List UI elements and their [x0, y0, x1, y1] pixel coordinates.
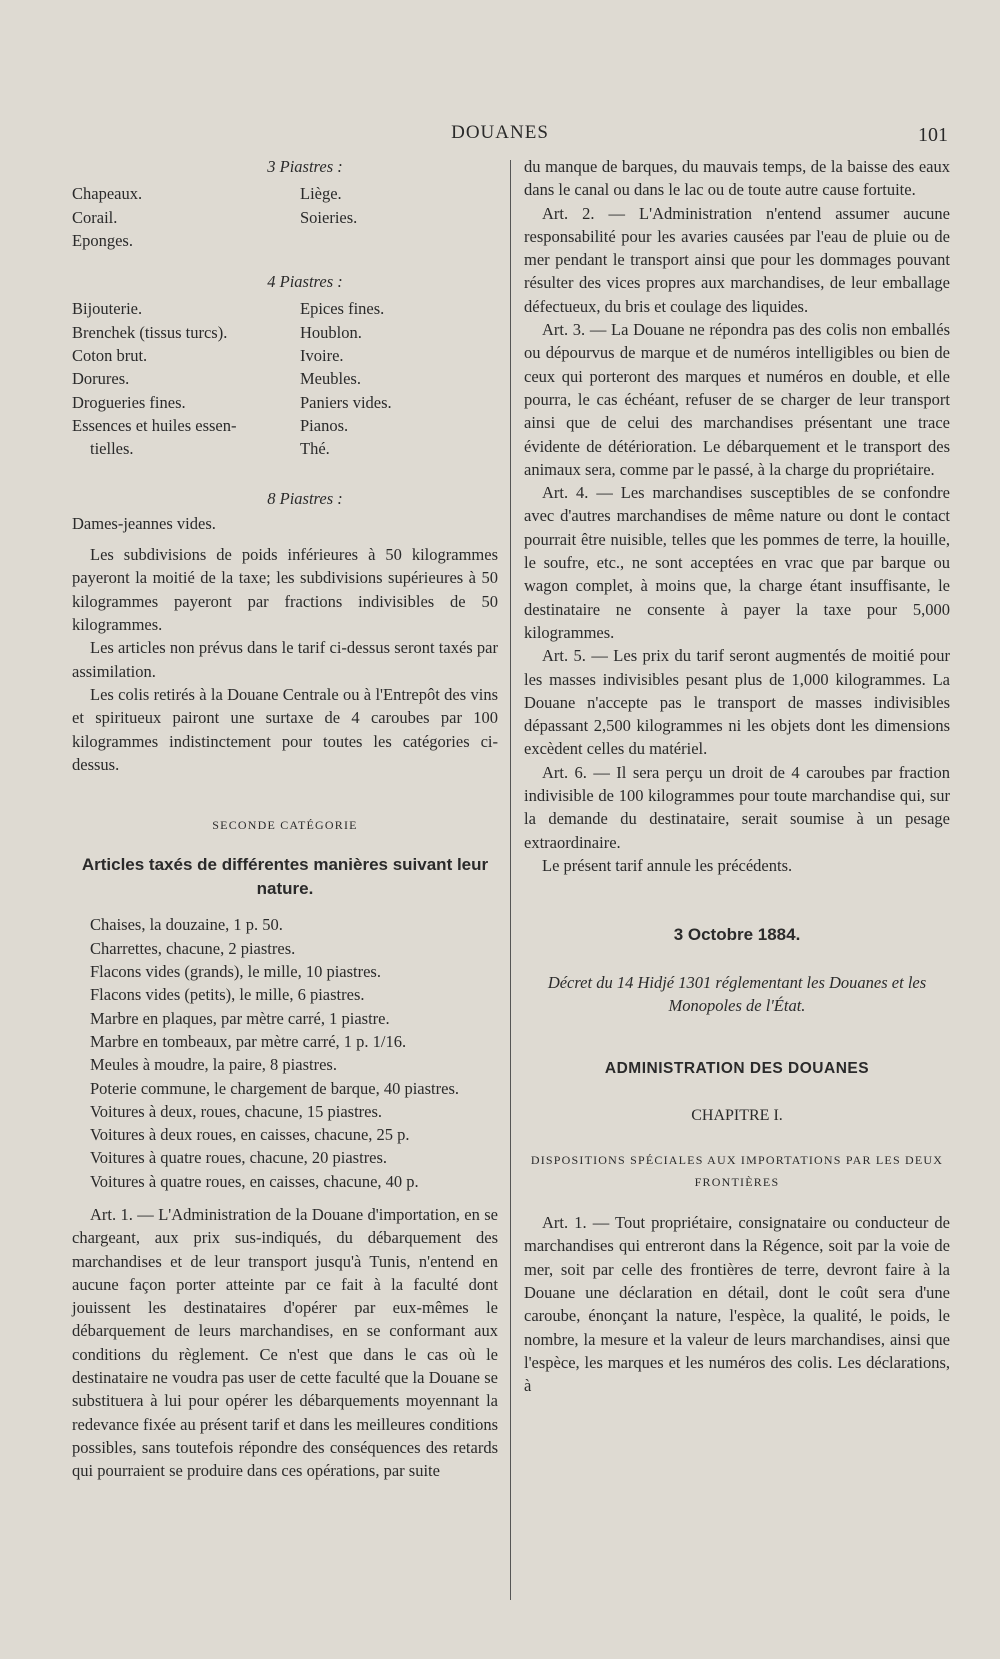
tariff-item: Essences et huiles essen- — [72, 415, 237, 435]
tariff-item: Poterie commune, le chargement de barque, 40 piastres. — [90, 1078, 459, 1098]
tariff-item: Paniers vides. — [300, 392, 392, 412]
tariff-item: Brenchek (tissus turcs). — [72, 322, 228, 342]
tariff-item: Bijouterie. — [72, 299, 143, 319]
tariff-item: Dames-jeannes vides. — [72, 513, 216, 533]
date-heading: 3 Octobre 1884. — [673, 925, 801, 945]
chapter-heading: CHAPITRE I. — [691, 1106, 783, 1124]
tariff-item: Flacons vides (grands), le mille, 10 piastres. — [90, 962, 381, 982]
tariff-item: Voitures à quatre roues, chacune, 20 piastres. — [90, 1148, 388, 1168]
article-paragraph: Art. 3. — La Douane ne répondra pas des colis non emballés ou dépourvus de marque et de numéros intelligibles ou bien de ceux qui porteront des marques et numéros en double, et elle pourra, le cas échéant, refuser de se charger de leur transport ainsi que de celui des marchandises présentant une trace évidente de détérioration. Le débarquement et le transport des animaux sera, comme par le passé, à la charge du propriétaire. — [524, 320, 950, 479]
tariff-item: Meules à moudre, la paire, 8 piastres. — [90, 1055, 337, 1075]
dispositions-heading: DISPOSITIONS SPÉCIALES AUX IMPORTATIONS PAR LES DEUX FRONTIÈRES — [530, 1153, 944, 1190]
tariff-item: Liège. — [300, 184, 342, 204]
tariff-item: tielles. — [90, 439, 134, 459]
tier3-list — [72, 182, 498, 252]
tariff-item: Marbre en tombeaux, par mètre carré, 1 p. 1/16. — [90, 1031, 407, 1051]
article-paragraph: Art. 4. — Les marchandises susceptibles de se confondre avec d'autres marchandises de même nature ou dont le contact pourrait être nuisible, telles que les pommes de terre, la houille, le soufre, etc., ne sont acceptées en vrac que par barque ou wagon complet, à moins que, la charge étant insuffisante, le destinataire ne consente à payer la taxe pour 5,000 kilogrammes. — [524, 483, 950, 642]
tariff-item: Drogueries fines. — [72, 392, 186, 412]
tariff-item: Eponges. — [72, 230, 133, 250]
paragraph: Les articles non prévus dans le tarif ci-dessus seront taxés par assimilation. — [72, 638, 498, 681]
category-label: SECONDE CATÉGORIE — [212, 818, 358, 833]
tariff-item: Voitures à quatre roues, en caisses, chacune, 40 p. — [90, 1171, 419, 1191]
page-number: 101 — [918, 124, 948, 146]
tariff-item: Pianos. — [300, 415, 349, 435]
tariff-item — [300, 229, 498, 252]
left-column — [72, 155, 498, 1483]
tariff-item: Dorures. — [72, 369, 130, 389]
article-paragraph: Art. 1. — Tout propriétaire, consignataire ou conducteur de marchandises qui entreront dans la Régence, soit par la voie de mer, soit par celle des frontières de terre, devront faire à la Douane une déclaration en détail, dont le coût sera d'une caroube, énonçant la nature, l'espèce, la qualité, le poids, le nombre, la mesure et la valeur de leurs marchandises, ainsi que l'espèce, les marques et les numéros des colis. Les déclarations, à — [524, 1213, 950, 1396]
tariff-item: Marbre en plaques, par mètre carré, 1 piastre. — [90, 1008, 390, 1028]
tier4-heading: 4 Piastres : — [267, 272, 343, 292]
article-paragraph: Art. 1. — L'Administration de la Douane d'importation, en se chargeant, aux prix sus-indiqués, du débarquement des marchandises et de leur transport jusqu'à Tunis, n'entend en aucune façon porter atteinte par ce fait à la faculté dont jouissent les destinataires d'opérer par eux-mêmes le débarquement de leurs marchandises, en se conformant aux conditions du règlement. Ce n'est que dans le cas où le destinataire ne voudra pas user de cette faculté que la Douane se substituera à lui pour opérer les débarquements moyennant la redevance fixée au présent tarif et dans les meilleures conditions possibles, sans toutefois répondre des conséquences des retards qui pourraient se produire dans ces opérations, par suite — [72, 1204, 498, 1481]
admin-heading: ADMINISTRATION DES DOUANES — [604, 1059, 870, 1077]
tier3-heading: 3 Piastres : — [267, 157, 343, 176]
tariff-item: Meubles. — [300, 369, 361, 389]
tariff-item: Soieries. — [300, 207, 358, 227]
tariff-item: Ivoire. — [300, 346, 344, 366]
tariff-item: Flacons vides (petits), le mille, 6 piastres. — [90, 985, 365, 1005]
decree-title: Décret du 14 Hidjé 1301 réglementant les Douanes et les Monopoles de l'État. — [547, 972, 927, 1015]
tariff-list — [72, 913, 498, 1193]
running-title: DOUANES — [451, 122, 549, 143]
paragraph: Les subdivisions de poids inférieures à 50 kilogrammes payeront la moitié de la taxe; les subdivisions supérieures à 50 kilogrammes payeront par fractions indivisibles de 50 kilogrammes. — [72, 545, 498, 635]
right-column — [524, 155, 950, 1397]
tariff-item: Chapeaux. — [72, 184, 143, 204]
tariff-item: Houblon. — [300, 322, 362, 342]
tariff-item: Voitures à deux, roues, chacune, 15 piastres. — [90, 1101, 383, 1121]
tariff-item: Voitures à deux roues, en caisses, chacune, 25 p. — [90, 1125, 410, 1145]
tier4-list — [72, 297, 498, 460]
tariff-item: Coton brut. — [72, 346, 148, 366]
tier8-heading: 8 Piastres : — [267, 488, 343, 508]
column-rule — [510, 160, 511, 1600]
tariff-item: Chaises, la douzaine, 1 p. 50. — [90, 915, 283, 935]
paragraph: Le présent tarif annule les précédents. — [542, 855, 793, 875]
tariff-item: Charrettes, chacune, 2 piastres. — [90, 938, 296, 958]
tariff-item: Epices fines. — [300, 299, 385, 319]
article-paragraph: Art. 5. — Les prix du tarif seront augmentés de moitié pour les masses indivisibles pesant plus de 1,000 kilogrammes. La Douane n'accepte pas le transport de masses indivisibles dépassant 2,500 kilogrammes ni les objets dont les dimensions excèdent celles du matériel. — [524, 646, 950, 759]
paragraph: Les colis retirés à la Douane Centrale ou à l'Entrepôt des vins et spiritueux pairont une surtaxe de 4 caroubes par 100 kilogrammes indistinctement pour toutes les catégories ci-dessus. — [72, 684, 498, 774]
article-paragraph: Art. 6. — Il sera perçu un droit de 4 caroubes par fraction indivisible de 100 kilogrammes pour toute marchandise qui, sur la demande du destinataire, serait soumise à un pesage extraordinaire. — [524, 762, 950, 852]
paragraph: du manque de barques, du mauvais temps, de la baisse des eaux dans le canal ou dans le lac ou de toute autre cause fortuite. — [524, 157, 950, 200]
article-paragraph: Art. 2. — L'Administration n'entend assumer aucune responsabilité pour les avaries causées par l'eau de pluie ou de mer pendant le transport ainsi que pour les dommages pouvant résulter des vices propres aux marchandises, de leur emballage défectueux, du bris et coulage des liquides. — [524, 203, 950, 316]
tariff-item: Corail. — [72, 207, 118, 227]
category-title: Articles taxés de différentes manières suivant leur nature. — [81, 855, 489, 899]
tariff-item: Thé. — [300, 439, 330, 459]
